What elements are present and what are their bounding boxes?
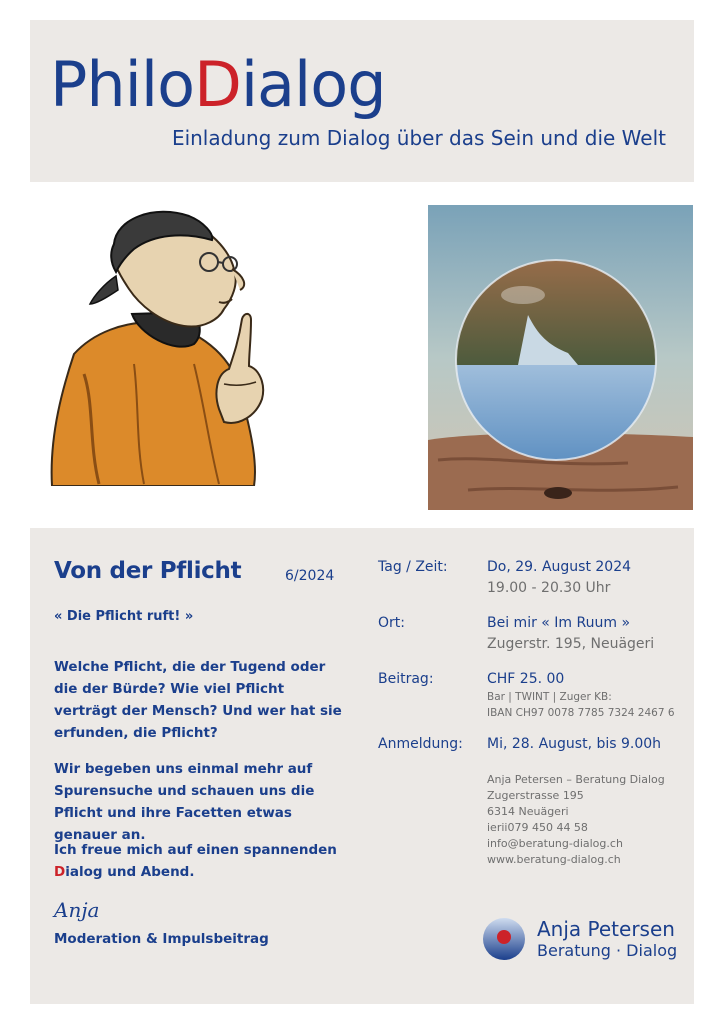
signature: Anja: [54, 898, 100, 922]
contact-name: Anja Petersen – Beratung Dialog: [487, 773, 665, 786]
place-value: Bei mir « Im Ruum »: [487, 615, 631, 631]
fee-methods: Bar | TWINT | Zuger KB:: [487, 691, 612, 703]
tagline: Einladung zum Dialog über das Sein und die Welt: [171, 126, 666, 150]
brand-part1: Philo: [50, 48, 195, 121]
brand-part2: ialog: [240, 48, 386, 121]
place-address: Zugerstr. 195, Neuägeri: [487, 636, 655, 652]
contact-street: Zugerstrasse 195: [487, 789, 584, 802]
paragraph-3: [54, 839, 344, 883]
contact-city: 6314 Neuägeri: [487, 805, 569, 818]
paragraph-3-part1: Ich freue mich auf einen spannenden: [54, 842, 337, 858]
event-title: Von der Pflicht: [54, 558, 242, 584]
issue-number: 6/2024: [285, 568, 335, 584]
contact-web[interactable]: www.beratung-dialog.ch: [487, 853, 621, 866]
logo-subtitle: Beratung · Dialog: [537, 941, 678, 960]
date-label: Tag / Zeit:: [378, 559, 448, 575]
signup-label: Anmeldung:: [378, 736, 463, 752]
fee-value: CHF 25. 00: [487, 671, 565, 687]
time-value: 19.00 - 20.30 Uhr: [487, 580, 611, 596]
contact-email[interactable]: info@beratung-dialog.ch: [487, 837, 623, 850]
paragraph-2: Wir begeben uns einmal mehr auf Spurensuche und schauen uns die Pflicht und ihre Facetten etwas genauer an.: [54, 761, 315, 843]
fee-iban: IBAN CH97 0078 7785 7324 2467 6: [487, 707, 675, 719]
event-subtitle: « Die Pflicht ruft! »: [54, 609, 194, 624]
place-label: Ort:: [378, 615, 405, 631]
contact-block: [487, 772, 665, 868]
info-panel: [30, 528, 694, 1004]
philosopher-illustration: [44, 204, 280, 486]
contact-phone: ierii079 450 44 58: [487, 821, 588, 834]
brand-accent-letter: D: [194, 48, 241, 121]
paragraph-1: Welche Pflicht, die der Tugend oder die der Bürde? Wie viel Pflicht verträgt der Mensch? Und wer hat sie erfunden, die Pflicht?: [54, 659, 342, 741]
brand-title: [50, 50, 386, 120]
glass-sphere-photo: [428, 205, 693, 510]
date-value: Do, 29. August 2024: [487, 559, 632, 575]
paragraph-3-accent: D: [54, 864, 66, 880]
header-banner: [30, 20, 694, 182]
fee-label: Beitrag:: [378, 671, 434, 687]
paragraph-3-part2: ialog und Abend.: [65, 864, 195, 880]
logo-name: Anja Petersen: [537, 917, 675, 941]
circle-dot-logo-icon: [482, 917, 526, 961]
moderation-note: Moderation & Impulsbeitrag: [54, 931, 269, 947]
signup-value: Mi, 28. August, bis 9.00h: [487, 736, 662, 752]
